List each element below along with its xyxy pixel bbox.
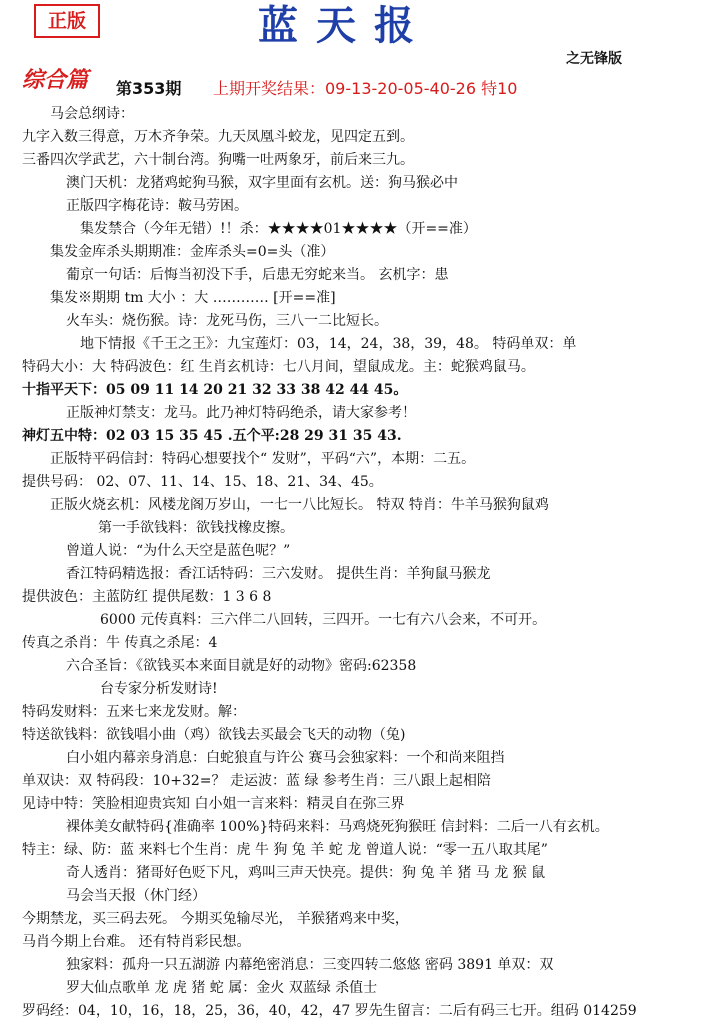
- section-title: 综合篇: [22, 68, 89, 93]
- text-line: 见诗中特：笑脸相迎贵宾知 白小姐一言来料：精灵自在弥三界: [22, 796, 405, 812]
- text-line: 特码大小：大 特码波色：红 生肖玄机诗：七八月间，望鼠成龙。主：蛇猴鸡鼠马。: [22, 359, 535, 375]
- text-line: 九字入数三得意，万木齐争荣。九天凤凰斗蛟龙，见四定五到。: [22, 129, 414, 145]
- text-line: 白小姐内幕亲身消息：白蛇狼直与许公 赛马会独家料：一个和尚来阻挡: [66, 750, 505, 766]
- text-line: 集发禁合（今年无错）!！杀：★★★★01★★★★（开==准）: [80, 221, 477, 237]
- text-line: 6000 元传真料：三六伴二八回转，三四开。一七有六八会来，不可开。: [100, 612, 547, 628]
- issue-number: 第353期: [116, 79, 182, 98]
- text-line: 特主：绿、防：蓝 来料七个生肖：虎 牛 狗 兔 羊 蛇 龙 曾道人说：“零一五八取其尾”: [22, 842, 548, 858]
- text-line: 十指平天下：05 09 11 14 20 21 32 33 38 42 44 45。: [22, 382, 408, 398]
- edition-label: 之无锋版: [566, 51, 622, 67]
- text-line: 集发金库杀头期期准：金库杀头=0=头（准）: [50, 244, 335, 260]
- text-line: 特送欲钱料：欲钱唱小曲（鸡）欲钱去买最会飞天的动物（兔): [22, 727, 406, 743]
- text-line: 第一手欲钱料：欲钱找橡皮擦。: [98, 520, 294, 536]
- text-line: 正版四字梅花诗：鞍马劳困。: [66, 198, 248, 214]
- text-line: 传真之杀肖：牛 传真之杀尾：4: [22, 635, 218, 651]
- text-line: 神灯五中特：02 03 15 35 45 .五个平:28 29 31 35 43.: [22, 428, 402, 444]
- text-line: 火车头：烧伤猴。诗：龙死马伤，三八一二比短长。: [66, 313, 388, 329]
- text-line: 奇人透肖：猪哥好色贬下凡，鸡叫三声天快亮。提供：狗 兔 羊 猪 马 龙 猴 鼠: [66, 865, 546, 881]
- text-line: 正版特平码信封：特码心想要找个“ 发财”，平码“六”，本期：二五。: [50, 451, 476, 467]
- text-line: 特码发财料：五来七来龙发财。解：: [22, 704, 246, 720]
- text-line: 地下情报《千王之王》：九宝莲灯：03，14，24，38，39，48。 特码单双：单: [80, 336, 577, 352]
- text-line: 罗码经：04，10，16，18，25，36，40，42，47 罗先生留言：二后有码三七开。组码 014259: [22, 1003, 637, 1019]
- last-draw-result: 上期开奖结果：09-13-20-05-40-26 特10: [213, 79, 518, 98]
- text-line: 三番四次学武艺，六十制台湾。狗嘴一吐两象牙，前后来三九。: [22, 152, 414, 168]
- text-line: 马会总纲诗：: [50, 106, 134, 122]
- text-line: 提供号码： 02、07、11、14、15、18、21、34、45。: [22, 474, 383, 490]
- text-line: 葡京一句话：后悔当初没下手，后患无穷蛇来当。 玄机字：患: [66, 267, 449, 283]
- text-line: 独家料：孤舟一只五湖游 内幕绝密消息：三变四转二悠悠 密码 3891 单双：双: [66, 957, 554, 973]
- text-line: 马肖今期上台难。 还有特肖彩民想。: [22, 934, 251, 950]
- text-line: 台专家分析发财诗!: [100, 681, 218, 697]
- text-line: 六合圣旨：《欲钱买本来面目就是好的动物》密码:62358: [66, 658, 417, 674]
- text-line: 罗大仙点歌单 龙 虎 猪 蛇 属：金火 双蓝绿 杀值士: [66, 980, 378, 996]
- text-line: 集发※期期 tm 大小 ：大 ………… [开==准]: [50, 290, 336, 306]
- text-line: 单双诀：双 特码段：10+32=？ 走运波：蓝 绿 参考生肖：三八跟上起相陪: [22, 773, 491, 789]
- text-line: 正版神灯禁支：龙马。此乃神灯特码绝杀，请大家参考！: [66, 405, 416, 421]
- text-line: 正版火烧玄机：风楼龙阁万岁山，一七一八比短长。 特双 特肖：牛羊马猴狗鼠鸡: [50, 497, 549, 513]
- text-line: 香江特码精选报：香江话特码：三六发财。 提供生肖：羊狗鼠马猴龙: [66, 566, 491, 582]
- text-line: 曾道人说：“为什么天空是蓝色呢？”: [66, 543, 291, 559]
- authentic-stamp: 正版: [34, 4, 100, 38]
- text-line: 裸体美女献特码{准确率 100%}特码来料：马鸡烧死狗猴旺 信封料：二后一八有玄机。: [66, 819, 609, 835]
- newspaper-title: 蓝天报: [258, 3, 432, 49]
- text-line: 今期禁龙，买三码去死。 今期买兔输尽光， 羊猴猪鸡来中奖，: [22, 911, 409, 927]
- text-line: 澳门天机：龙猪鸡蛇狗马猴，双字里面有玄机。送：狗马猴必中: [66, 175, 458, 191]
- text-line: 马会当天报（休门经）: [66, 888, 206, 904]
- text-line: 提供波色：主蓝防红 提供尾数：1 3 6 8: [22, 589, 272, 605]
